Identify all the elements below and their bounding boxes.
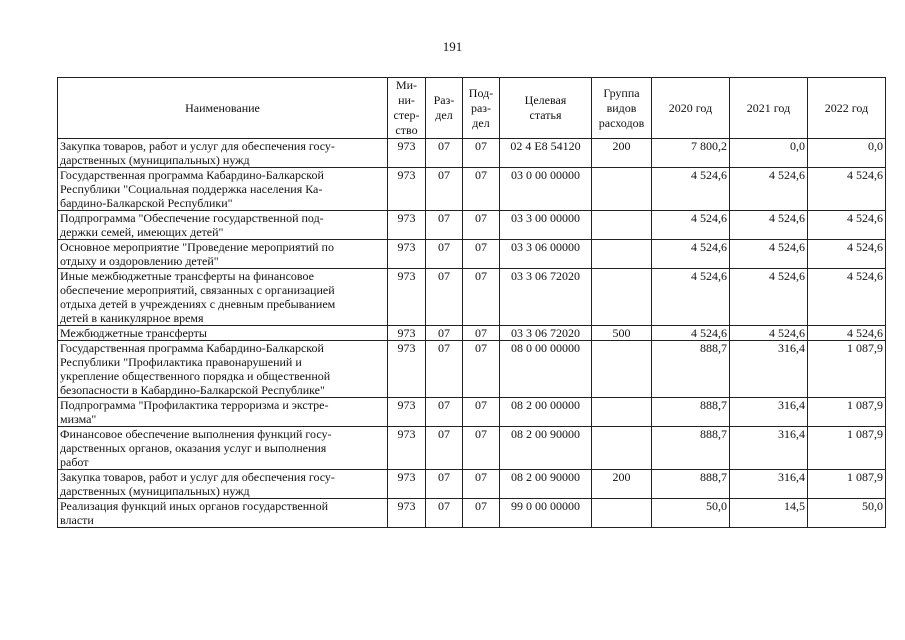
- header-year-2020: 2020 год: [652, 78, 730, 139]
- cell-section: 07: [426, 326, 463, 341]
- header-subsection: Под- раз- дел: [463, 78, 500, 139]
- cell-ministry: 973: [388, 269, 426, 326]
- cell-name: Закупка товаров, работ и услуг для обеспечения госу- дарственных (муниципальных) нужд: [58, 470, 388, 499]
- table-row: [58, 269, 886, 326]
- cell-2022: 4 524,6: [808, 269, 886, 326]
- cell-2021: 4 524,6: [730, 211, 808, 240]
- cell-ministry: 973: [388, 139, 426, 168]
- cell-subsection: 07: [463, 139, 500, 168]
- cell-2022: 4 524,6: [808, 326, 886, 341]
- header-name: Наименование: [58, 78, 388, 139]
- cell-subsection: 07: [463, 470, 500, 499]
- cell-2020: 50,0: [652, 499, 730, 528]
- cell-name: Подпрограмма "Обеспечение государственной под- держки семей, имеющих детей": [58, 211, 388, 240]
- cell-section: 07: [426, 470, 463, 499]
- cell-ministry: 973: [388, 499, 426, 528]
- cell-2020: 4 524,6: [652, 211, 730, 240]
- cell-section: 07: [426, 499, 463, 528]
- cell-2020: 4 524,6: [652, 269, 730, 326]
- cell-expense-group: 200: [592, 139, 652, 168]
- table-row: [58, 168, 886, 211]
- cell-expense-group: 200: [592, 470, 652, 499]
- cell-target-item: 08 2 00 90000: [500, 427, 592, 470]
- cell-2022: 1 087,9: [808, 398, 886, 427]
- cell-2020: 4 524,6: [652, 168, 730, 211]
- table-row: [58, 499, 886, 528]
- cell-2022: 50,0: [808, 499, 886, 528]
- cell-ministry: 973: [388, 326, 426, 341]
- cell-2020: 4 524,6: [652, 240, 730, 269]
- cell-2021: 4 524,6: [730, 326, 808, 341]
- cell-name: Государственная программа Кабардино-Балкарской Республики "Профилактика правонарушений и укрепление общественного порядка и общественной безопасности в Кабардино-Балкарской Республике": [58, 341, 388, 398]
- cell-section: 07: [426, 139, 463, 168]
- cell-expense-group: [592, 427, 652, 470]
- cell-2022: 4 524,6: [808, 168, 886, 211]
- cell-subsection: 07: [463, 168, 500, 211]
- cell-name: Основное мероприятие "Проведение мероприятий по отдыху и оздоровлению детей": [58, 240, 388, 269]
- page-number: 191: [442, 39, 463, 54]
- table-row: [58, 240, 886, 269]
- header-target-item: Целевая статья: [500, 78, 592, 139]
- cell-name: Финансовое обеспечение выполнения функций госу- дарственных органов, оказания услуг и выполнения работ: [58, 427, 388, 470]
- cell-subsection: 07: [463, 240, 500, 269]
- cell-subsection: 07: [463, 427, 500, 470]
- cell-name: Подпрограмма "Профилактика терроризма и экстре- мизма": [58, 398, 388, 427]
- cell-ministry: 973: [388, 168, 426, 211]
- cell-2022: 4 524,6: [808, 211, 886, 240]
- cell-2020: 888,7: [652, 427, 730, 470]
- cell-2022: 1 087,9: [808, 427, 886, 470]
- cell-target-item: 03 0 00 00000: [500, 168, 592, 211]
- cell-target-item: 03 3 06 72020: [500, 269, 592, 326]
- cell-expense-group: 500: [592, 326, 652, 341]
- cell-ministry: 973: [388, 398, 426, 427]
- table-header-row: [58, 78, 886, 139]
- cell-target-item: 03 3 06 72020: [500, 326, 592, 341]
- cell-target-item: 99 0 00 00000: [500, 499, 592, 528]
- cell-section: 07: [426, 168, 463, 211]
- cell-target-item: 08 2 00 00000: [500, 398, 592, 427]
- cell-subsection: 07: [463, 499, 500, 528]
- table-row: [58, 398, 886, 427]
- cell-expense-group: [592, 240, 652, 269]
- cell-2022: 0,0: [808, 139, 886, 168]
- cell-2021: 4 524,6: [730, 168, 808, 211]
- cell-subsection: 07: [463, 326, 500, 341]
- header-year-2021: 2021 год: [730, 78, 808, 139]
- budget-table: [57, 77, 886, 528]
- cell-expense-group: [592, 398, 652, 427]
- cell-2021: 0,0: [730, 139, 808, 168]
- cell-ministry: 973: [388, 240, 426, 269]
- cell-section: 07: [426, 240, 463, 269]
- header-ministry: Ми- ни- стер- ство: [388, 78, 426, 139]
- cell-ministry: 973: [388, 341, 426, 398]
- table-row: [58, 470, 886, 499]
- cell-2022: 1 087,9: [808, 470, 886, 499]
- cell-name: Закупка товаров, работ и услуг для обеспечения госу- дарственных (муниципальных) нужд: [58, 139, 388, 168]
- cell-ministry: 973: [388, 427, 426, 470]
- cell-target-item: 03 3 06 00000: [500, 240, 592, 269]
- table-row: [58, 326, 886, 341]
- table-row: [58, 341, 886, 398]
- cell-name: Иные межбюджетные трансферты на финансовое обеспечение мероприятий, связанных с организацией отдыха детей в учреждениях с дневным пребыванием детей в каникулярное время: [58, 269, 388, 326]
- cell-ministry: 973: [388, 470, 426, 499]
- cell-target-item: 03 3 00 00000: [500, 211, 592, 240]
- header-year-2022: 2022 год: [808, 78, 886, 139]
- cell-section: 07: [426, 398, 463, 427]
- cell-name: Государственная программа Кабардино-Балкарской Республики "Социальная поддержка населения Ка- бардино-Балкарской Республики": [58, 168, 388, 211]
- cell-subsection: 07: [463, 398, 500, 427]
- cell-section: 07: [426, 427, 463, 470]
- cell-subsection: 07: [463, 269, 500, 326]
- cell-2022: 1 087,9: [808, 341, 886, 398]
- cell-2021: 316,4: [730, 398, 808, 427]
- cell-2020: 4 524,6: [652, 326, 730, 341]
- cell-2021: 316,4: [730, 341, 808, 398]
- table-body: [58, 139, 886, 528]
- cell-2021: 4 524,6: [730, 240, 808, 269]
- cell-target-item: 02 4 E8 54120: [500, 139, 592, 168]
- cell-2021: 316,4: [730, 427, 808, 470]
- cell-2020: 7 800,2: [652, 139, 730, 168]
- cell-target-item: 08 2 00 90000: [500, 470, 592, 499]
- cell-section: 07: [426, 341, 463, 398]
- cell-section: 07: [426, 211, 463, 240]
- cell-target-item: 08 0 00 00000: [500, 341, 592, 398]
- table-row: [58, 211, 886, 240]
- header-expense-group: Группа видов расходов: [592, 78, 652, 139]
- cell-2021: 316,4: [730, 470, 808, 499]
- cell-subsection: 07: [463, 211, 500, 240]
- cell-expense-group: [592, 269, 652, 326]
- cell-expense-group: [592, 168, 652, 211]
- cell-2020: 888,7: [652, 341, 730, 398]
- cell-section: 07: [426, 269, 463, 326]
- cell-ministry: 973: [388, 211, 426, 240]
- table-row: [58, 139, 886, 168]
- cell-2020: 888,7: [652, 398, 730, 427]
- table-row: [58, 427, 886, 470]
- cell-2021: 4 524,6: [730, 269, 808, 326]
- cell-expense-group: [592, 499, 652, 528]
- cell-2020: 888,7: [652, 470, 730, 499]
- cell-2022: 4 524,6: [808, 240, 886, 269]
- cell-2021: 14,5: [730, 499, 808, 528]
- cell-name: Реализация функций иных органов государственной власти: [58, 499, 388, 528]
- header-section: Раз- дел: [426, 78, 463, 139]
- cell-expense-group: [592, 211, 652, 240]
- cell-subsection: 07: [463, 341, 500, 398]
- cell-expense-group: [592, 341, 652, 398]
- cell-name: Межбюджетные трансферты: [58, 326, 388, 341]
